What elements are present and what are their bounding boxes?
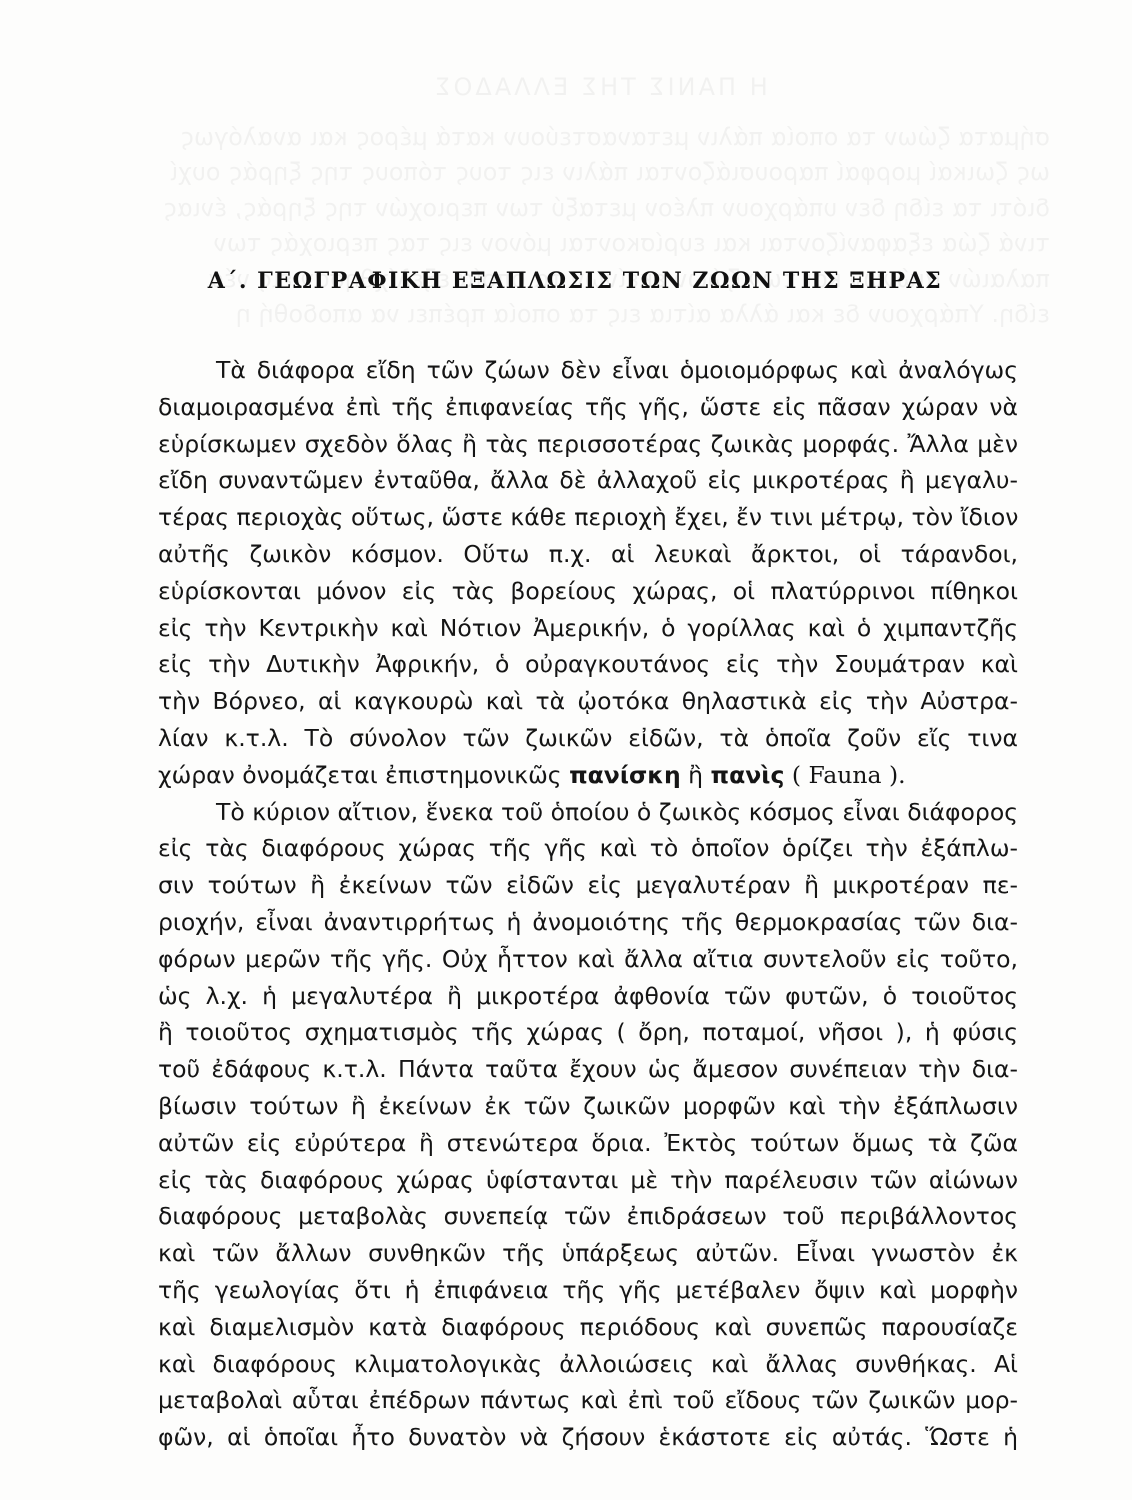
text-segment: ἢ (680, 760, 711, 789)
text-line: αὐτῶν εἰς εὐρύτερα ἢ στενώτερα ὅρια. Ἐκτὸς τούτων ὅμως τὰ ζῶα (158, 1128, 1018, 1157)
text-line: εἴδη συναντῶμεν ἐνταῦθα, ἄλλα δὲ ἀλλαχοῦ εἰς μικροτέρας ἢ μεγαλυ- (158, 466, 1018, 495)
text-line: μεταβολαὶ αὗται ἐπέδρων πάντως καὶ ἐπὶ τοῦ εἴδους τῶν ζωικῶν μορ- (158, 1386, 1018, 1415)
text-line: εἰς τὰς διαφόρους χώρας ὑφίστανται μὲ τὴν παρέλευσιν τῶν αἰώνων (158, 1165, 1018, 1194)
bleed-through-line (150, 155, 1050, 191)
text-line: εἰς τὴν Κεντρικὴν καὶ Νότιον Ἀμερικήν, ὁ γορίλλας καὶ ὁ χιμπαντζῆς (158, 613, 1018, 642)
text-line: ριοχήν, εἶναι ἀναντιρρήτως ἡ ἀνομοιότης τῆς θερμοκρασίας τῶν δια- (158, 907, 1018, 936)
bleed-through-line (150, 120, 1050, 156)
text-line: βίωσιν τούτων ἢ ἐκείνων ἐκ τῶν ζωικῶν μορφῶν καὶ τὴν ἐξάπλωσιν (158, 1091, 1018, 1120)
text-line: εἰς τὰς διαφόρους χώρας τῆς γῆς καὶ τὸ ὁποῖον ὁρίζει τὴν ἐξάπλω- (158, 834, 1018, 863)
text-line: ἢ τοιοῦτος σχηματισμὸς τῆς χώρας ( ὄρη, ποταμοί, νῆσοι ), ἡ φύσις (158, 1018, 1018, 1047)
text-line: αὐτῆς ζωικὸν κόσμον. Οὕτω π.χ. αἱ λευκαὶ ἄρκτοι, οἱ τάρανδοι, (158, 539, 1018, 568)
text-line: τῆς γεωλογίας ὅτι ἡ ἐπιφάνεια τῆς γῆς μετέβαλεν ὄψιν καὶ μορφὴν (158, 1275, 1018, 1304)
text-line: Τὸ κύριον αἴτιον, ἕνεκα τοῦ ὁποίου ὁ ζωικὸς κόσμος εἶναι διάφορος (216, 797, 1018, 826)
bold-term-paniski: πανίσκη (569, 760, 681, 789)
text-line: τέρας περιοχὰς οὕτως, ὥστε κάθε περιοχὴ ἔχει, ἔν τινι μέτρῳ, τὸν ἴδιον (158, 503, 1018, 532)
text-line: φόρων μερῶν τῆς γῆς. Οὐχ ἧττον καὶ ἄλλα αἴτια συντελοῦν εἰς τοῦτο, (158, 944, 1018, 973)
text-line: καὶ διαφόρους κλιματολογικὰς ἀλλοιώσεις καὶ ἄλλας συνθήκας. Αἱ (158, 1349, 1018, 1378)
text-line: Τὰ διάφορα εἴδη τῶν ζώων δὲν εἶναι ὁμοιομόρφως καὶ ἀναλόγως (216, 356, 1018, 384)
text-segment: χώραν ὀνομάζεται ἐπιστημονικῶς (158, 760, 570, 789)
bold-term-panis: πανὶς (710, 760, 785, 789)
text-line: σιν τούτων ἢ ἐκείνων τῶν εἰδῶν εἰς μεγαλυτέραν ἢ μικροτέραν πε- (158, 871, 1018, 900)
latin-term-fauna: ( Fauna ). (784, 760, 906, 789)
text-line: διαφόρους μεταβολὰς συνεπείᾳ τῶν ἐπιδράσεων τοῦ περιβάλλοντος (158, 1202, 1018, 1231)
text-line: διαμοιρασμένα ἐπὶ τῆς ἐπιφανείας τῆς γῆς, ὥστε εἰς πᾶσαν χώραν νὰ (158, 392, 1018, 421)
text-line: φῶν, αἱ ὁποῖαι ἦτο δυνατὸν νὰ ζήσουν ἑκάστοτε εἰς αὐτάς. Ὥστε ἡ (158, 1423, 1018, 1452)
text-line: ὡς λ.χ. ἡ μεγαλυτέρα ἢ μικροτέρα ἀφθονία τῶν φυτῶν, ὁ τοιοῦτος (158, 981, 1018, 1010)
bleed-through-line (150, 191, 1050, 227)
paragraph-2 (158, 794, 1018, 1456)
text-line: εὑρίσκονται μόνον εἰς τὰς βορείους χώρας, οἱ πλατύρρινοι πίθηκοι (158, 576, 1018, 605)
text-line: εὑρίσκωμεν σχεδὸν ὅλας ἢ τὰς περισσοτέρας ζωικὰς μορφάς. Ἄλλα μὲν (158, 429, 1018, 458)
body-text (158, 352, 1018, 1456)
bleed-through-line (150, 226, 1050, 262)
text-line: τὴν Βόρνεο, αἱ καγκουρὼ καὶ τὰ ᾠοτόκα θηλαστικὰ εἰς τὴν Αὐστρα- (158, 687, 1018, 716)
text-line: εἰς τὴν Δυτικὴν Ἀφρικήν, ὁ οὐραγκουτάνος εἰς τὴν Σουμάτραν καὶ (158, 650, 1018, 679)
bleed-through-line (150, 297, 1050, 333)
bleed-through-heading (150, 70, 1050, 106)
text-line: τοῦ ἐδάφους κ.τ.λ. Πάντα ταῦτα ἔχουν ὡς ἄμεσον συνέπειαν τὴν δια- (158, 1055, 1018, 1084)
paragraph-1 (158, 352, 1018, 794)
section-heading: Α΄. ΓΕΩΓΡΑΦΙΚΗ ΕΞΑΠΛΩΣΙΣ ΤΩΝ ΖΩΩΝ ΤΗΣ ΞΗΡΑΣ (207, 268, 943, 294)
text-line: καὶ τῶν ἄλλων συνθηκῶν τῆς ὑπάρξεως αὐτῶν. Εἶναι γνωστὸν ἐκ (158, 1239, 1018, 1268)
text-line: καὶ διαμελισμὸν κατὰ διαφόρους περιόδους καὶ συνεπῶς παρουσίαζε (158, 1312, 1018, 1341)
text-line: λίαν κ.τ.λ. Τὸ σύνολον τῶν ζωικῶν εἰδῶν, τὰ ὁποῖα ζοῦν εἴς τινα (158, 723, 1018, 752)
text-line (158, 757, 1018, 794)
